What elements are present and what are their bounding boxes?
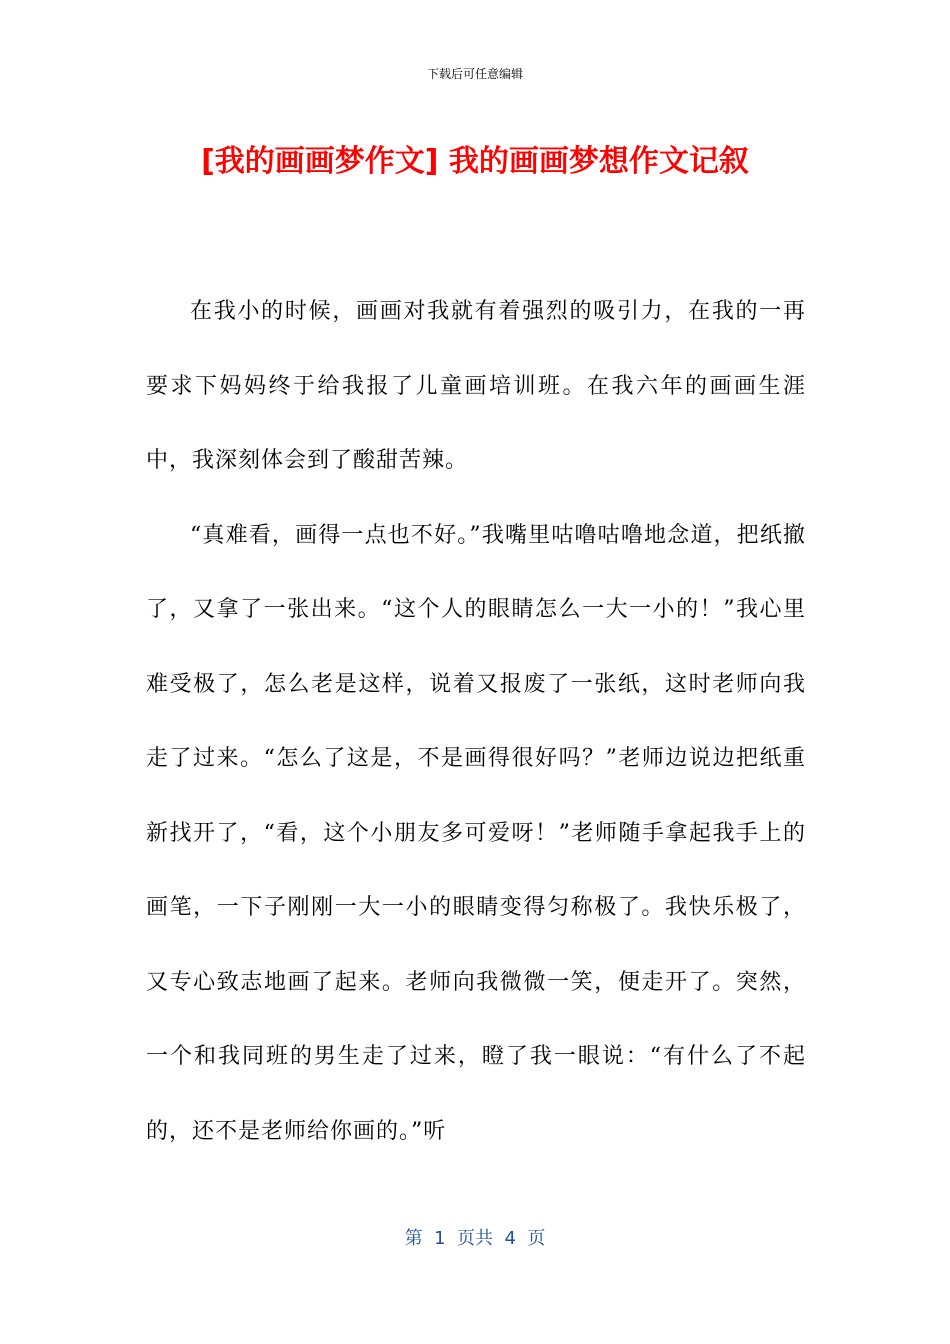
page-header: 下载后可任意编辑	[426, 67, 523, 81]
paragraph-1: 在我小的时候，画画对我就有着强烈的吸引力，在我的一再要求下妈妈终于给我报了儿童画培训班。在我六年的画画生涯中，我深刻体会到了酸甜苦辣。	[146, 299, 806, 473]
document-body	[146, 275, 806, 1169]
page-number-footer: 第 1 页共 4 页	[404, 1228, 546, 1249]
paragraph-2: “真难看，画得一点也不好。”我嘴里咕噜咕噜地念道，把纸撤了，又拿了一张出来。“这个人的眼睛怎么一大一小的！”我心里难受极了，怎么老是这样，说着又报废了一张纸，这时老师向我走了过来。“怎么了这是，不是画得很好吗？”老师边说边把纸重新找开了，“看，这个小朋友多可爱呀！”老师随手拿起我手上的画笔，一下子刚刚一大一小的眼睛变得匀称极了。我快乐极了，又专心致志地画了起来。老师向我微微一笑，便走开了。突然，一个和我同班的男生走了过来，瞪了我一眼说：“有什么了不起的，还不是老师给你画的。”听	[146, 522, 806, 1144]
document-title: [我的画画梦作文] 我的画画梦想作文记叙	[201, 144, 749, 179]
